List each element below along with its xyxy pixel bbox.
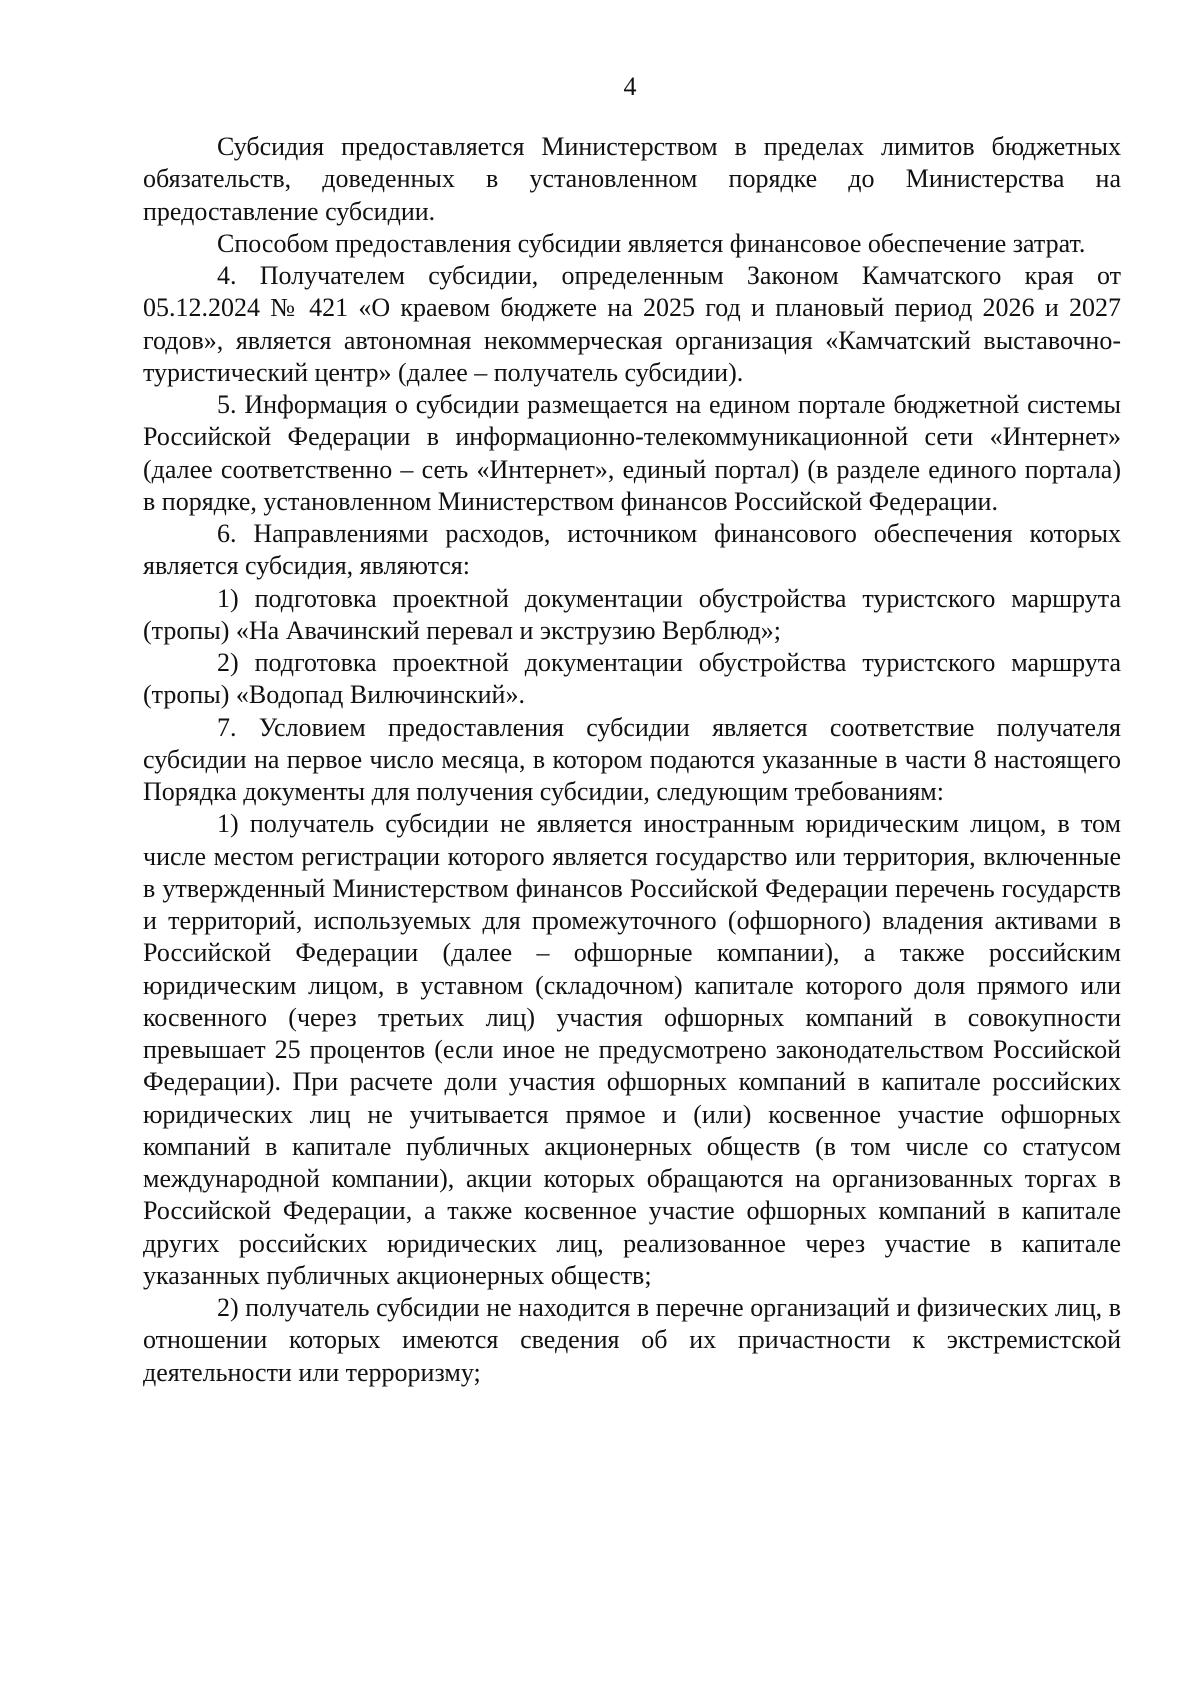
list-item-7-1: 1) получатель субсидии не является иностранным юридическим лицом, в том числе местом регистрации которого является государство или территория, включенные в утвержденный Министерством финансов Российской Федерации перечень государств и территорий, используемых для промежуточного (офшорного) владения активами в Российской Федерации (далее – офшорные компании), а также российским юридическим лицом, в уставном (складочном) капитале которого доля прямого или косвенного (через третьих лиц) участия офшорных компаний в совокупности превышает 25 процентов (если иное не предусмотрено законодательством Российской Федерации). При расчете доли участия офшорных компаний в капитале российских юридических лиц не учитывается прямое и (или) косвенное участие офшорных компаний в капитале публичных акционерных обществ (в том числе со статусом международной компании), акции которых обращаются на организованных торгах в Российской Федерации, а также косвенное участие офшорных компаний в капитале других российских юридических лиц, реализованное через участие в капитале указанных публичных акционерных обществ; <box>143 809 1121 1290</box>
paragraph-subsidy-method: Способом предоставления субсидии является финансовое обеспечение затрат. <box>217 228 1086 258</box>
paragraph-4-recipient: 4. Получателем субсидии, определенным Законом Камчатского края от 05.12.2024 № 421 «О краевом бюджете на 2025 год и плановый период 2026 и 2027 годов», является автономная некоммерческая организация «Камчатский выставочно-туристический центр» (далее – получатель субсидии). <box>143 261 1121 387</box>
document-body <box>143 131 1121 1389</box>
paragraph-subsidy-limits: Субсидия предоставляется Министерством в пределах лимитов бюджетных обязательств, доведенных в установленном порядке до Министерства на предоставление субсидии. <box>143 132 1121 226</box>
list-item-6-1: 1) подготовка проектной документации обустройства туристского маршрута (тропы) «На Авачинский перевал и экструзию Верблюд»; <box>143 583 1121 645</box>
paragraph-7-conditions: 7. Условием предоставления субсидии является соответствие получателя субсидии на первое число месяца, в котором подаются указанные в части 8 настоящего Порядка документы для получения субсидии, следующим требованиям: <box>143 712 1121 806</box>
list-item-7-2: 2) получатель субсидии не находится в перечне организаций и физических лиц, в отношении которых имеются сведения об их причастности к экстремистской деятельности или терроризму; <box>143 1293 1121 1387</box>
list-item-6-2: 2) подготовка проектной документации обустройства туристского маршрута (тропы) «Водопад Вилючинский». <box>143 648 1121 710</box>
paragraph-6-directions: 6. Направлениями расходов, источником финансового обеспечения которых является субсидия, являются: <box>143 519 1121 581</box>
page-number: 4 <box>623 72 637 101</box>
paragraph-5-information: 5. Информация о субсидии размещается на едином портале бюджетной системы Российской Федерации в информационно-телекоммуникационной сети «Интернет» (далее соответственно – сеть «Интернет», единый портал) (в разделе единого портала) в порядке, установленном Министерством финансов Российской Федерации. <box>143 390 1121 516</box>
